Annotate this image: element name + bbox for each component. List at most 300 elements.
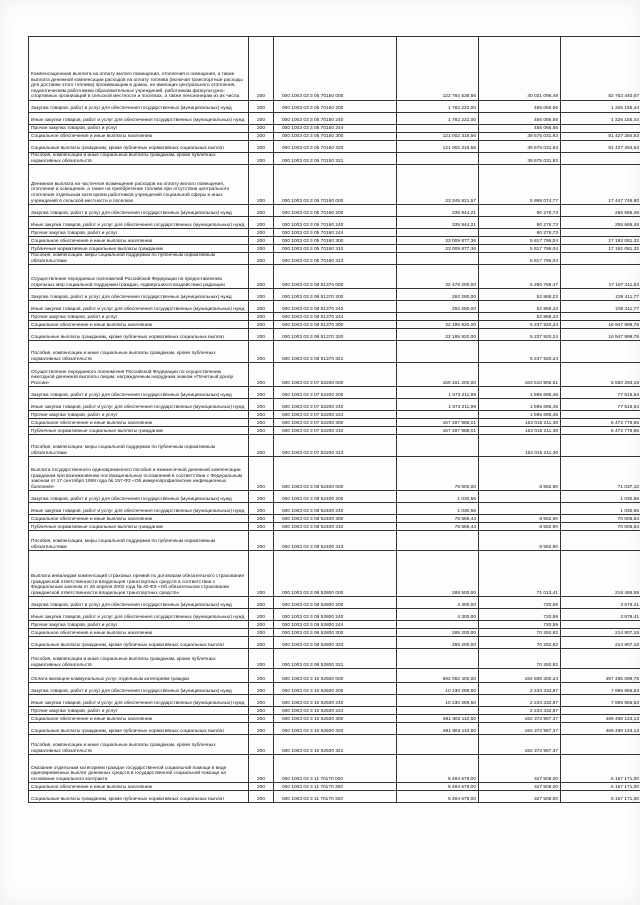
cell-v3: 17 192 081,32	[561, 245, 640, 253]
cell-name: Социальные выплаты гражданам, кроме публичных нормативных социальных выплат	[29, 637, 249, 649]
cell-v2: 1 595 695,45	[479, 387, 561, 399]
cell-v3: 77 516,54	[561, 399, 640, 411]
cell-kbk: 000 1003 03 3 07 52200 310	[274, 427, 397, 435]
cell-v2: 720,59	[479, 621, 561, 629]
cell-kbk: 000 1003 03 3 05 70160 240	[274, 217, 397, 229]
cell-code: 200	[249, 237, 274, 245]
cell-v3	[561, 707, 640, 715]
cell-kbk: 000 1003 03 3 08 52800 200	[274, 597, 397, 609]
cell-code: 200	[249, 411, 274, 419]
cell-v1: 285 200,00	[397, 629, 479, 637]
table-row	[29, 217, 640, 229]
cell-v3	[561, 435, 640, 457]
cell-name: Пособия, компенсации и иные социальные выплаты гражданам, кроме публичных нормативных обязательств	[29, 735, 249, 755]
cell-v3: 17 187 411,53	[561, 265, 640, 289]
cell-code: 200	[249, 491, 274, 503]
cell-code: 200	[249, 313, 274, 321]
cell-v1: 1 673 211,99	[397, 399, 479, 411]
cell-code: 200	[249, 265, 274, 289]
table-row	[29, 133, 640, 141]
table-row	[29, 141, 640, 153]
cell-v2: 163 610 906,51	[479, 363, 561, 387]
table-row	[29, 363, 640, 387]
cell-name: Публичные нормативные социальные выплаты гражданам	[29, 245, 249, 253]
table-row	[29, 531, 640, 551]
cell-v1: 4 300,00	[397, 597, 479, 609]
cell-v1	[397, 229, 479, 237]
cell-name: Социальное обеспечение и иные выплаты населению	[29, 237, 249, 245]
cell-code: 200	[249, 341, 274, 363]
cell-code: 200	[249, 735, 274, 755]
table-row	[29, 683, 640, 695]
cell-code: 200	[249, 669, 274, 683]
cell-kbk: 000 1003 03 3 08 51370 000	[274, 265, 397, 289]
cell-v3: 214 907,18	[561, 637, 640, 649]
cell-v3: 1 030,56	[561, 491, 640, 503]
table-row	[29, 341, 640, 363]
cell-kbk: 000 1003 03 3 08 52400 300	[274, 515, 397, 523]
cell-v1: 292 280,00	[397, 289, 479, 301]
table-row	[29, 669, 640, 683]
cell-kbk: 000 1003 03 3 05 70150 200	[274, 101, 397, 113]
cell-name: Пособия, компенсации и иные социальные выплаты гражданам, кроме публичных нормативных обязательств	[29, 649, 249, 669]
cell-code: 200	[249, 125, 274, 133]
table-row	[29, 313, 640, 321]
cell-v1: 79 600,00	[397, 457, 479, 491]
cell-v2: 70 292,82	[479, 649, 561, 669]
cell-v3	[561, 621, 640, 629]
cell-v2: 2 234 332,87	[479, 707, 561, 715]
cell-v2	[479, 491, 561, 503]
cell-name: Прочая закупка товаров, работ и услуг	[29, 707, 249, 715]
cell-v3: 17 447 746,80	[561, 165, 640, 205]
cell-code: 200	[249, 387, 274, 399]
table-row	[29, 695, 640, 707]
cell-code: 200	[249, 165, 274, 205]
cell-code: 200	[249, 531, 274, 551]
cell-kbk: 000 1003 03 3 07 52200 300	[274, 419, 397, 427]
table-row	[29, 597, 640, 609]
cell-code: 200	[249, 217, 274, 229]
cell-code: 200	[249, 113, 274, 125]
cell-v1	[397, 649, 479, 669]
cell-code: 200	[249, 637, 274, 649]
cell-v3: 239 411,77	[561, 301, 640, 313]
cell-code: 200	[249, 363, 274, 387]
table-row	[29, 503, 640, 515]
cell-v2: 52 868,23	[479, 301, 561, 313]
cell-kbk: 000 1003 03 3 05 70160 244	[274, 229, 397, 237]
cell-v2: 52 868,23	[479, 313, 561, 321]
cell-v1: 5 494 679,00	[397, 783, 479, 791]
cell-name: Закупка товаров, работ и услуг для обеспечения государственных (муниципальных) нужд	[29, 101, 249, 113]
cell-v3: 1 326 155,44	[561, 113, 640, 125]
cell-kbk: 000 1003 03 3 05 70150 240	[274, 113, 397, 125]
cell-name: Публичные нормативные социальные выплаты гражданам	[29, 427, 249, 435]
cell-kbk: 000 1003 03 3 11 70170 000	[274, 755, 397, 783]
cell-v1	[397, 411, 479, 419]
cell-code: 200	[249, 683, 274, 695]
cell-v3: 489 489 143,13	[561, 715, 640, 723]
cell-v2: 8 562,90	[479, 515, 561, 523]
cell-name: Социальные выплаты гражданам, кроме публичных нормативных социальных выплат	[29, 141, 249, 153]
cell-v1: 23 345 821,57	[397, 165, 479, 205]
cell-kbk: 000 1003 03 3 05 70160 300	[274, 237, 397, 245]
cell-v3: 218 486,59	[561, 551, 640, 597]
cell-name: Пособия, компенсации и иные социальные выплаты гражданам, кроме публичных нормативных обязательств	[29, 153, 249, 165]
cell-v3: 3 579,41	[561, 609, 640, 621]
cell-v3: 214 907,18	[561, 629, 640, 637]
cell-name: Закупка товаров, работ и услуг для обеспечения государственных (муниципальных) нужд	[29, 683, 249, 695]
cell-kbk: 000 1003 03 3 05 70160 000	[274, 165, 397, 205]
cell-name: Иные закупки товаров, работ и услуг для обеспечения государственных (муниципальных) нужд	[29, 695, 249, 707]
cell-kbk: 000 1003 03 3 07 52200 200	[274, 387, 397, 399]
cell-kbk: 000 1003 03 3 05 70160 313	[274, 253, 397, 265]
cell-kbk: 000 1003 03 3 08 52400 313	[274, 531, 397, 551]
cell-v3	[561, 229, 640, 237]
table-row	[29, 245, 640, 253]
cell-v1	[397, 341, 479, 363]
cell-kbk: 000 1003 03 3 05 70150 000	[274, 37, 397, 101]
cell-kbk: 000 1003 03 3 08 52400 240	[274, 503, 397, 515]
cell-kbk: 000 1003 03 3 10 52500 300	[274, 715, 397, 723]
cell-v1	[397, 435, 479, 457]
cell-v1	[397, 707, 479, 715]
table-row	[29, 609, 640, 621]
cell-v2: 5 817 796,04	[479, 237, 561, 245]
cell-v2: 456 066,56	[479, 125, 561, 133]
cell-code: 200	[249, 435, 274, 457]
cell-v2: 39 575 031,93	[479, 153, 561, 165]
cell-v1	[397, 153, 479, 165]
cell-v3: 81 427 284,63	[561, 133, 640, 141]
table-row	[29, 153, 640, 165]
table-row	[29, 783, 640, 791]
cell-code: 200	[249, 141, 274, 153]
cell-name: Социальное обеспечение и иные выплаты населению	[29, 515, 249, 523]
cell-code: 200	[249, 419, 274, 427]
cell-v3: 5 167 171,00	[561, 755, 640, 783]
cell-v1	[397, 735, 479, 755]
cell-code: 200	[249, 609, 274, 621]
cell-v2: 720,59	[479, 609, 561, 621]
cell-kbk: 000 1003 03 3 05 70160 310	[274, 245, 397, 253]
cell-v2: 5 817 796,04	[479, 245, 561, 253]
cell-name: Иные закупки товаров, работ и услуг для обеспечения государственных (муниципальных) нужд	[29, 113, 249, 125]
cell-v1: 4 300,00	[397, 609, 479, 621]
cell-v2: 5 237 920,24	[479, 341, 561, 363]
cell-v3: 255 665,48	[561, 205, 640, 217]
cell-code: 200	[249, 245, 274, 253]
cell-code: 200	[249, 515, 274, 523]
cell-v1: 681 863 110,50	[397, 715, 479, 723]
cell-v2: 192 373 967,37	[479, 723, 561, 735]
cell-v1: 10 230 289,50	[397, 695, 479, 707]
cell-code: 200	[249, 523, 274, 531]
cell-v1: 1 030,56	[397, 503, 479, 515]
table-row	[29, 265, 640, 289]
cell-code: 200	[249, 551, 274, 597]
cell-v2: 80 278,73	[479, 217, 561, 229]
cell-name: Социальное обеспечение и иные выплаты населению	[29, 629, 249, 637]
table-row	[29, 205, 640, 217]
cell-v2: 70 292,82	[479, 637, 561, 649]
cell-kbk: 000 1003 03 3 08 52800 244	[274, 621, 397, 629]
cell-name: Оказание отдельным категориям граждан государственной социальной помощи в виде единовременных выплат денежных средств в государственной социальной помощи на основании социального контракта	[29, 755, 249, 783]
table-row	[29, 37, 640, 101]
cell-v2: 456 066,56	[479, 113, 561, 125]
table-row	[29, 329, 640, 341]
cell-v2: 80 278,73	[479, 205, 561, 217]
cell-v3: 7 995 956,63	[561, 683, 640, 695]
cell-v1: 1 782 222,00	[397, 101, 479, 113]
cell-v3: 5 472 776,65	[561, 427, 640, 435]
cell-name: Социальные выплаты гражданам, кроме публичных нормативных социальных выплат	[29, 329, 249, 341]
cell-code: 200	[249, 621, 274, 629]
cell-name: Осуществление переданных полномочий Российской Федерации по предоставлению отдельных мер социальной поддержки граждан, подвергшихся воздействию радиации	[29, 265, 249, 289]
cell-v3: 82 753 440,07	[561, 37, 640, 101]
cell-v1	[397, 313, 479, 321]
cell-code: 200	[249, 707, 274, 715]
table-row	[29, 253, 640, 265]
cell-v1: 289 500,00	[397, 551, 479, 597]
cell-kbk: 000 1003 03 3 08 52800 321	[274, 649, 397, 669]
cell-v2: 327 508,00	[479, 791, 561, 803]
cell-name: Социальные выплаты гражданам, кроме публичных нормативных социальных выплат	[29, 723, 249, 735]
table-row	[29, 457, 640, 491]
cell-v1: 22 478 200,00	[397, 265, 479, 289]
cell-kbk: 000 1003 03 3 08 52400 000	[274, 457, 397, 491]
budget-execution-table	[28, 36, 640, 803]
table-row	[29, 715, 640, 723]
cell-name: Иные закупки товаров, работ и услуг для обеспечения государственных (муниципальных) нужд	[29, 609, 249, 621]
table-row	[29, 435, 640, 457]
cell-name: Прочая закупка товаров, работ и услуг	[29, 621, 249, 629]
cell-v2: 162 015 211,36	[479, 435, 561, 457]
cell-v1: 22 185 920,00	[397, 321, 479, 329]
cell-v2: 162 015 211,36	[479, 419, 561, 427]
cell-v1: 5 494 679,00	[397, 755, 479, 783]
cell-v3: 77 516,54	[561, 387, 640, 399]
table-row	[29, 735, 640, 755]
cell-kbk: 000 1003 03 3 10 52500 240	[274, 695, 397, 707]
cell-name: Иные закупки товаров, работ и услуг для обеспечения государственных (муниципальных) нужд	[29, 301, 249, 313]
table-row	[29, 649, 640, 669]
table-row	[29, 229, 640, 237]
cell-v3: 16 947 999,76	[561, 329, 640, 341]
cell-name: Закупка товаров, работ и услуг для обеспечения государственных (муниципальных) нужд	[29, 289, 249, 301]
cell-name: Пособия, компенсации, меры социальной поддержки по публичным нормативным обязательствам	[29, 435, 249, 457]
cell-name: Пособия, компенсации, меры социальной поддержки по публичным нормативным обязательствам	[29, 253, 249, 265]
cell-v3: 5 550 293,19	[561, 363, 640, 387]
cell-kbk: 000 1003 03 3 08 51370 300	[274, 321, 397, 329]
cell-v3	[561, 341, 640, 363]
cell-v3	[561, 153, 640, 165]
cell-v1: 1 030,56	[397, 491, 479, 503]
table-row	[29, 523, 640, 531]
cell-code: 200	[249, 503, 274, 515]
cell-v1: 23 009 877,36	[397, 245, 479, 253]
cell-v2: 8 562,90	[479, 457, 561, 491]
table-row	[29, 125, 640, 133]
cell-name: Пособия, компенсации, меры социальной поддержки по публичным нормативным обязательствам	[29, 531, 249, 551]
cell-v1: 121 002 316,56	[397, 141, 479, 153]
cell-v2: 5 817 796,04	[479, 253, 561, 265]
cell-code: 200	[249, 133, 274, 141]
cell-code: 200	[249, 755, 274, 783]
table-row	[29, 411, 640, 419]
table-row	[29, 621, 640, 629]
cell-code: 200	[249, 629, 274, 637]
cell-v2: 456 066,56	[479, 101, 561, 113]
cell-v2: 5 898 074,77	[479, 165, 561, 205]
cell-v2: 162 015 211,36	[479, 427, 561, 435]
cell-v1: 285 200,00	[397, 637, 479, 649]
cell-v1	[397, 531, 479, 551]
table-row	[29, 629, 640, 637]
cell-kbk: 000 1003 03 3 07 52200 244	[274, 411, 397, 419]
cell-v2: 71 013,41	[479, 551, 561, 597]
cell-v2: 5 290 788,47	[479, 265, 561, 289]
cell-v2: 52 868,23	[479, 289, 561, 301]
cell-v3	[561, 531, 640, 551]
cell-code: 200	[249, 329, 274, 341]
cell-kbk: 000 1003 03 3 08 52800 300	[274, 629, 397, 637]
cell-code: 200	[249, 715, 274, 723]
table-row	[29, 427, 640, 435]
cell-v2: 40 031 098,49	[479, 37, 561, 101]
cell-name: Социальное обеспечение и иные выплаты населению	[29, 419, 249, 427]
cell-v3: 7 995 956,63	[561, 695, 640, 707]
cell-kbk: 000 1003 03 3 08 51370 244	[274, 313, 397, 321]
cell-code: 200	[249, 695, 274, 707]
cell-v2: 80 278,73	[479, 229, 561, 237]
table-row	[29, 289, 640, 301]
cell-code: 200	[249, 321, 274, 329]
cell-kbk: 000 1003 03 3 07 52200 313	[274, 435, 397, 457]
cell-v1: 167 487 988,01	[397, 427, 479, 435]
cell-v1: 169 161 200,00	[397, 363, 479, 387]
cell-v1: 1 782 222,00	[397, 113, 479, 125]
cell-v3: 1 030,56	[561, 503, 640, 515]
cell-v1: 78 569,44	[397, 515, 479, 523]
cell-v3	[561, 411, 640, 419]
table-row	[29, 237, 640, 245]
cell-name: Пособия, компенсации и иные социальные выплаты гражданам, кроме публичных нормативных обязательств	[29, 341, 249, 363]
cell-v1	[397, 125, 479, 133]
cell-v3: 71 037,10	[561, 457, 640, 491]
cell-v2: 5 237 920,24	[479, 321, 561, 329]
table-row	[29, 387, 640, 399]
cell-code: 200	[249, 37, 274, 101]
cell-code: 200	[249, 783, 274, 791]
cell-kbk: 000 1003 03 3 10 52500 000	[274, 669, 397, 683]
cell-kbk: 000 1003 03 3 10 52500 320	[274, 723, 397, 735]
cell-kbk: 000 1003 03 3 10 52500 244	[274, 707, 397, 715]
cell-kbk: 000 1003 03 3 08 52400 200	[274, 491, 397, 503]
cell-v1	[397, 621, 479, 629]
cell-code: 200	[249, 229, 274, 237]
table-row	[29, 321, 640, 329]
cell-v3: 70 006,54	[561, 523, 640, 531]
cell-code: 200	[249, 791, 274, 803]
table-row	[29, 515, 640, 523]
cell-kbk: 000 1003 03 3 08 51370 320	[274, 329, 397, 341]
cell-kbk: 000 1003 03 3 08 52800 320	[274, 637, 397, 649]
cell-v3: 16 947 999,76	[561, 321, 640, 329]
cell-v3	[561, 125, 640, 133]
cell-name: Социальное обеспечение и иные выплаты населению	[29, 783, 249, 791]
cell-kbk: 000 1003 03 3 08 51370 321	[274, 341, 397, 363]
table-row	[29, 301, 640, 313]
cell-v3: 5 472 776,65	[561, 419, 640, 427]
cell-v2: 8 562,90	[479, 531, 561, 551]
cell-kbk: 000 1003 03 3 05 70160 200	[274, 205, 397, 217]
table-row	[29, 399, 640, 411]
cell-name: Иные закупки товаров, работ и услуг для обеспечения государственных (муниципальных) нужд	[29, 217, 249, 229]
cell-kbk: 000 1003 03 3 05 70150 300	[274, 133, 397, 141]
cell-v2: 2 234 332,87	[479, 683, 561, 695]
cell-name: Публичные нормативные социальные выплаты гражданам	[29, 523, 249, 531]
cell-name: Выплата инвалидам компенсаций страховых премий по договорам обязательного страхования гражданской ответственности владельцев транспортных средств в соответствии с Федеральным законом от 25 апреля 2002 года № 40-ФЗ «Об обязательном страховании гражданской ответственности владельцев транспортных средств»	[29, 551, 249, 597]
cell-kbk: 000 1003 03 3 07 52200 000	[274, 363, 397, 387]
cell-v1: 681 863 110,50	[397, 723, 479, 735]
table-row	[29, 491, 640, 503]
cell-kbk: 000 1003 03 3 08 52400 310	[274, 523, 397, 531]
cell-v2: 327 508,00	[479, 755, 561, 783]
cell-v1: 121 002 316,56	[397, 133, 479, 141]
cell-v1: 122 784 538,56	[397, 37, 479, 101]
cell-name: Социальное обеспечение и иные выплаты населению	[29, 715, 249, 723]
table-row	[29, 755, 640, 783]
cell-code: 200	[249, 289, 274, 301]
cell-v3: 5 167 171,00	[561, 791, 640, 803]
cell-name: Оплата жилищно-коммунальных услуг отдельным категориям граждан	[29, 669, 249, 683]
cell-v2	[479, 503, 561, 515]
cell-code: 200	[249, 205, 274, 217]
cell-name: Иные закупки товаров, работ и услуг для обеспечения государственных (муниципальных) нужд	[29, 503, 249, 515]
cell-kbk: 000 1003 03 3 05 70150 244	[274, 125, 397, 133]
cell-v1: 292 280,00	[397, 301, 479, 313]
cell-v1: 335 944,21	[397, 217, 479, 229]
cell-v2: 1 595 695,45	[479, 411, 561, 419]
table-body	[29, 37, 640, 803]
table-row	[29, 723, 640, 735]
cell-kbk: 000 1003 03 3 11 70170 320	[274, 791, 397, 803]
cell-v3: 70 006,54	[561, 515, 640, 523]
cell-v3	[561, 735, 640, 755]
cell-code: 200	[249, 301, 274, 313]
cell-name: Закупка товаров, работ и услуг для обеспечения государственных (муниципальных) нужд	[29, 387, 249, 399]
cell-v2: 2 234 332,87	[479, 695, 561, 707]
cell-v3: 255 665,48	[561, 217, 640, 229]
cell-name: Социальное обеспечение и иные выплаты населению	[29, 321, 249, 329]
cell-v1	[397, 253, 479, 265]
cell-v2: 70 292,82	[479, 629, 561, 637]
cell-name: Компенсационная выплата на оплату жилого помещения, отопления и освещения, а также выплата денежной компенсации расходов на оплату топлива (включая транспортные расходы для доставки этого топлива) проживающим в домах, не имеющих центрального отопления, педагогическим работникам образовательных учреждений, работникам физкультурно-спортивных организаций в сельской местности и поселках, а также пенсионерам из их числа	[29, 37, 249, 101]
table-row	[29, 113, 640, 125]
cell-v3: 81 427 284,63	[561, 141, 640, 153]
cell-v3: 5 167 171,00	[561, 783, 640, 791]
cell-v2: 39 575 031,93	[479, 141, 561, 153]
cell-name: Закупка товаров, работ и услуг для обеспечения государственных (муниципальных) нужд	[29, 491, 249, 503]
cell-v1: 5 494 679,00	[397, 791, 479, 803]
cell-code: 200	[249, 427, 274, 435]
cell-kbk: 000 1003 03 3 07 52200 240	[274, 399, 397, 411]
cell-kbk: 000 1003 03 3 05 70150 320	[274, 141, 397, 153]
cell-v3	[561, 253, 640, 265]
cell-name: Выплата государственного единовременного пособия и ежемесячной денежной компенсации гражданам при возникновении поствакцинальных осложнений в соответствии с Федеральным законом от 17 сентября 1998 года № 157-ФЗ «Об иммунопрофилактике инфекционных болезней»	[29, 457, 249, 491]
